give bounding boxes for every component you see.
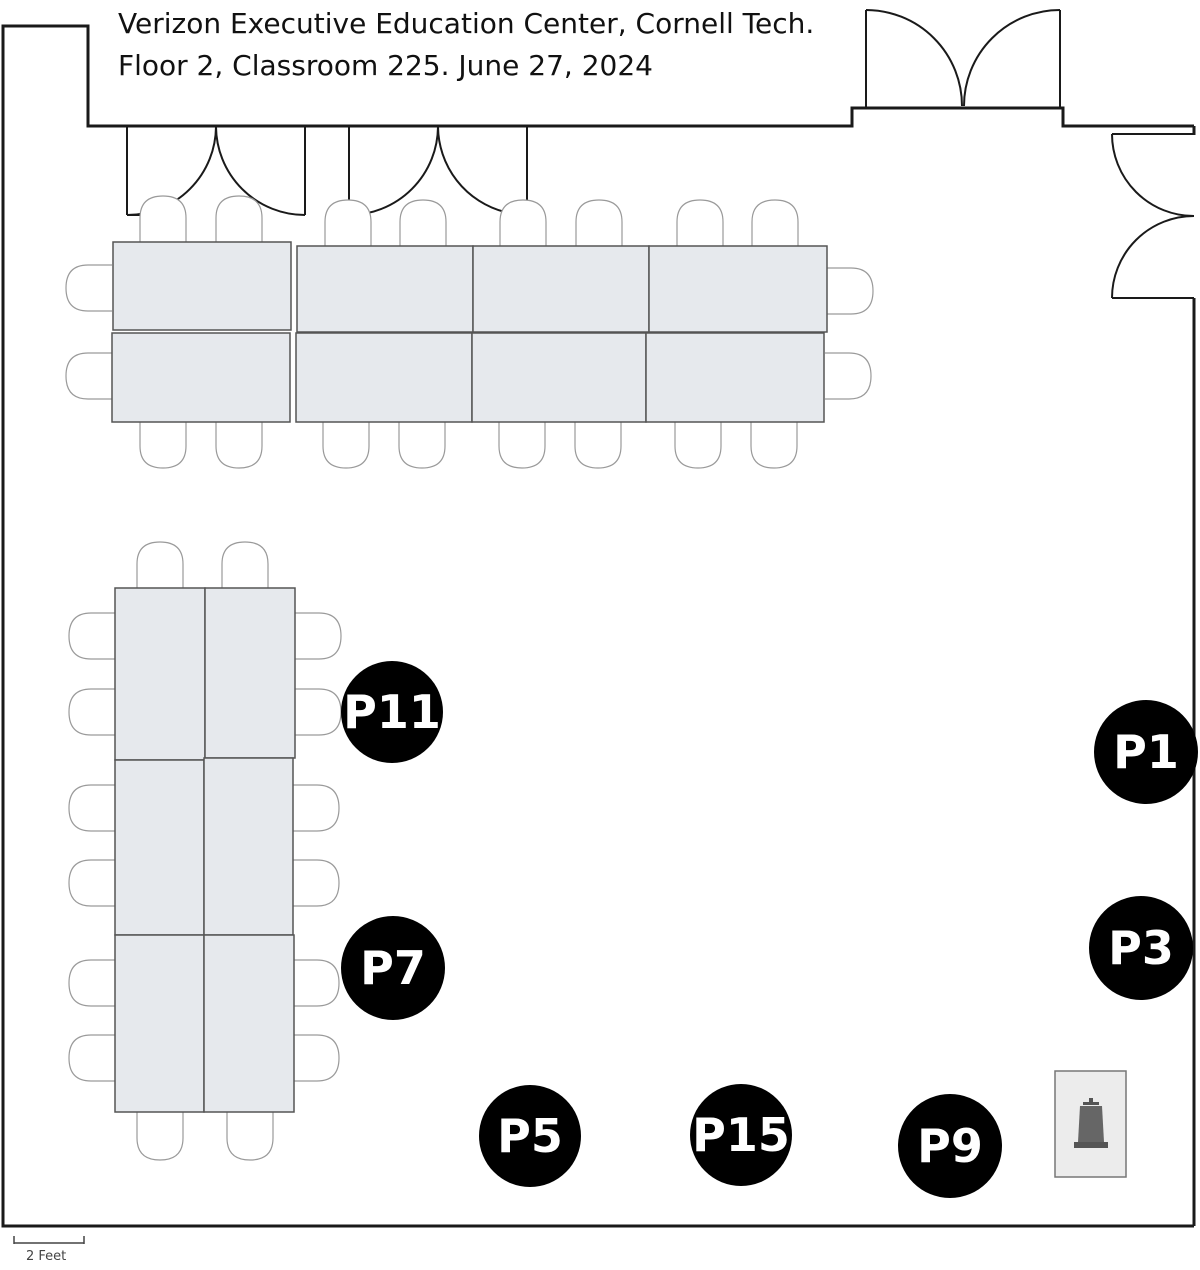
plan-title-line-1: Verizon Executive Education Center, Cornell Tech. [118,7,815,40]
chair [69,613,115,659]
chair [293,785,339,831]
marker-p5 [479,1085,581,1187]
marker-p1 [1094,700,1198,804]
table [472,333,646,422]
marker-p9 [898,1094,1002,1198]
double-door-top-left-2 [349,126,527,215]
chair [500,200,546,246]
scale-bar [14,1236,84,1264]
marker-p15-label: P15 [692,1108,790,1162]
chair [69,785,115,831]
marker-p5-label: P5 [497,1109,563,1163]
marker-p7 [341,916,445,1020]
chair [69,860,115,906]
chair [140,422,186,468]
table [649,246,827,332]
table-block-left [69,542,341,1160]
marker-p11 [341,661,443,763]
table [204,758,293,935]
chair [66,353,112,399]
marker-p7-label: P7 [360,941,426,995]
chair [325,200,371,246]
chair [69,689,115,735]
chair [399,422,445,468]
marker-p1-label: P1 [1113,725,1179,779]
marker-p9-label: P9 [917,1119,983,1173]
table [115,588,205,760]
chair [825,353,871,399]
chair [499,422,545,468]
chair [575,422,621,468]
chair [323,422,369,468]
chair [295,613,341,659]
table [112,333,290,422]
chair [576,200,622,246]
chair [752,200,798,246]
podium [1055,1071,1126,1177]
marker-p3 [1089,896,1193,1000]
marker-p3-label: P3 [1108,921,1174,975]
table [296,333,472,422]
table [113,242,291,330]
double-door-top [866,10,1060,108]
table-block-top [66,196,873,468]
marker-p11-label: P11 [343,685,441,739]
table [204,935,294,1112]
chair [216,422,262,468]
chair [400,200,446,246]
chair [677,200,723,246]
chair [137,1112,183,1160]
chair [293,860,339,906]
marker-p15 [690,1084,792,1186]
chair [293,1035,339,1081]
chair [751,422,797,468]
chair [222,542,268,588]
table [646,333,824,422]
plan-title-line-2: Floor 2, Classroom 225. June 27, 2024 [118,49,653,82]
chair [216,196,262,242]
chair [137,542,183,588]
chair [827,268,873,314]
chair [227,1112,273,1160]
chair [69,1035,115,1081]
chair [675,422,721,468]
chair [293,960,339,1006]
table [115,760,204,935]
table [297,246,473,332]
chair [295,689,341,735]
chair [66,265,112,311]
scale-label: 2 Feet [26,1249,67,1264]
double-door-right [1112,134,1194,298]
chair [140,196,186,242]
table [473,246,649,332]
chair [69,960,115,1006]
table [115,935,204,1112]
table [205,588,295,758]
